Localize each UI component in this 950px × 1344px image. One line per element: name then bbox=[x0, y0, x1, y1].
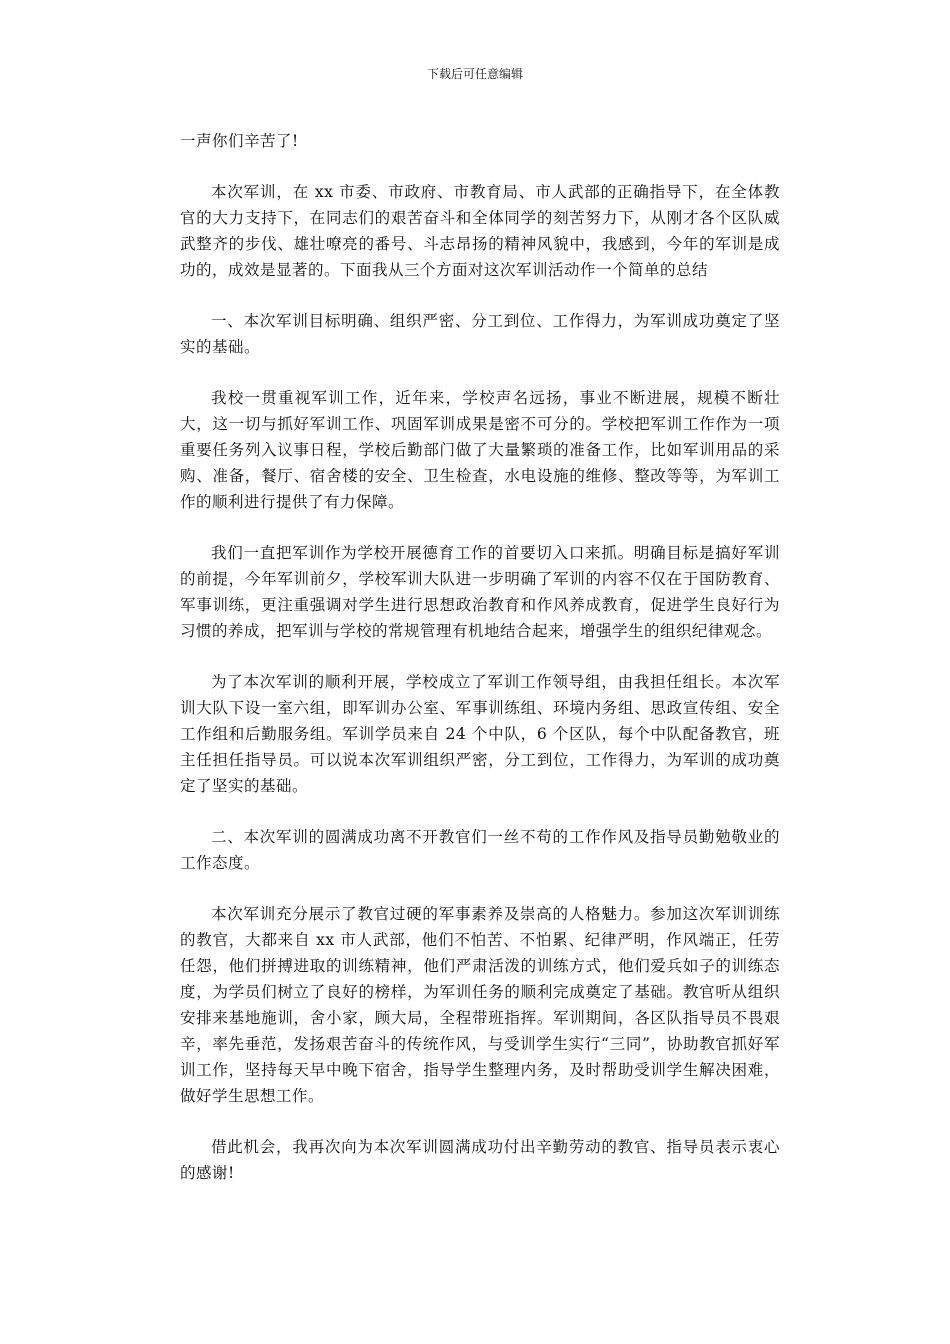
document-body bbox=[180, 128, 780, 1211]
section-heading-two: 二、本次军训的圆满成功离不开教官们一丝不苟的工作作风及指导员勤勉敬业的工作态度。 bbox=[180, 828, 780, 872]
section-heading-one: 一、本次军训目标明确、组织严密、分工到位、工作得力，为军训成功奠定了坚实的基础。 bbox=[180, 312, 780, 356]
page-header: 下载后可任意编辑 bbox=[426, 67, 523, 81]
paragraph-moral-education: 我们一直把军训作为学校开展德育工作的首要切入口来抓。明确目标是搞好军训的前提，今年军训前夕，学校军训大队进一步明确了军训的内容不仅在于国防教育、军事训练，更注重强调对学生进行思想政治教育和作风养成教育，促进学生良好行为习惯的养成，把军训与学校的常规管理有机地结合起来，增强学生的组织纪律观念。 bbox=[180, 544, 780, 640]
paragraph-instructors: 本次军训充分展示了教官过硬的军事素养及崇高的人格魅力。参加这次军训训练的教官，大都来自 xx 市人武部，他们不怕苦、不怕累、纪律严明，作风端正，任劳任怨，他们拼搏进取的训练精神，他们严肃活泼的训练方式，他们爱兵如子的训练态度，为学员们树立了良好的榜样，为军训任务的顺利完成奠定了基础。教官听从组织安排来基地施训，舍小家，顾大局，全程带班指挥。军训期间，各区队指导员不畏艰辛，率先垂范，发扬艰苦奋斗的传统作风，与受训学生实行“三同”，协助教官抓好军训工作，坚持每天早中晚下宿舍，指导学生整理内务，及时帮助受训学生解决困难，做好学生思想工作。 bbox=[180, 905, 780, 1105]
paragraph-opening: 一声你们辛苦了! bbox=[180, 132, 299, 150]
paragraph-intro: 本次军训，在 xx 市委、市政府、市教育局、市人武部的正确指导下，在全体教官的大力支持下，在同志们的艰苦奋斗和全体同学的刻苦努力下，从刚才各个区队威武整齐的步伐、雄壮嘹亮的番号、斗志昂扬的精神风貌中，我感到，今年的军训是成功的，成效是显著的。下面我从三个方面对这次军训活动作一个简单的总结 bbox=[180, 183, 780, 279]
paragraph-thanks: 借此机会，我再次向为本次军训圆满成功付出辛勤劳动的教官、指导员表示衷心的感谢! bbox=[180, 1138, 780, 1182]
paragraph-school-support: 我校一贯重视军训工作，近年来，学校声名远扬，事业不断进展，规模不断壮大，这一切与抓好军训工作、巩固军训成果是密不可分的。学校把军训工作作为一项重要任务列入议事日程，学校后勤部门做了大量繁琐的准备工作，比如军训用品的采购、准备，餐厅、宿舍楼的安全、卫生检查，水电设施的维修、整改等等，为军训工作的顺利进行提供了有力保障。 bbox=[180, 389, 780, 511]
paragraph-organization: 为了本次军训的顺利开展，学校成立了军训工作领导组，由我担任组长。本次军训大队下设一室六组，即军训办公室、军事训练组、环境内务组、思政宣传组、安全工作组和后勤服务组。军训学员来自 24 个中队，6 个区队，每个中队配备教官，班主任担任指导员。可以说本次军训组织严密，分工到位，工作得力，为军训的成功奠定了坚实的基础。 bbox=[180, 673, 780, 795]
